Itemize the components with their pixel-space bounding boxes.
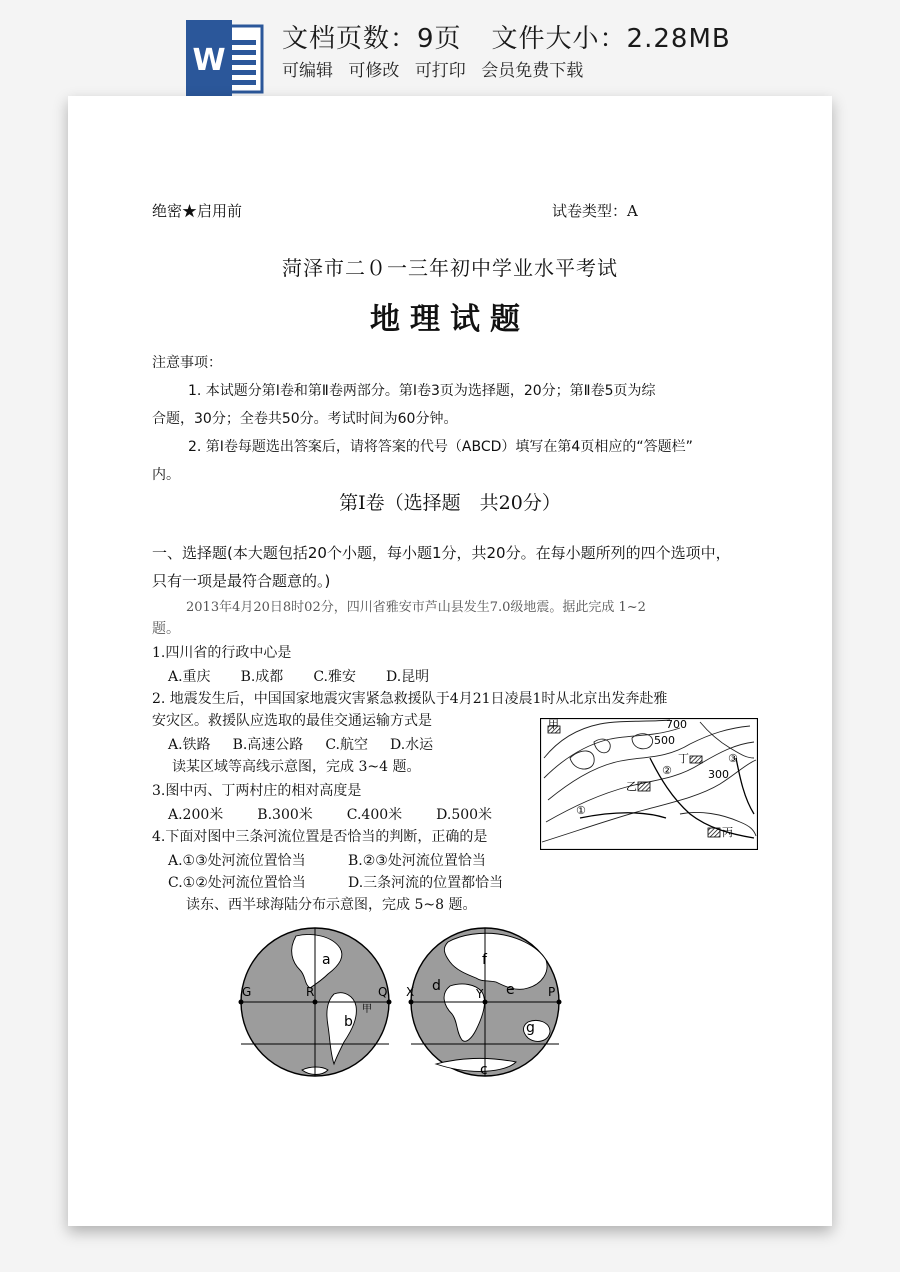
contour-700-label: 700 [666, 718, 687, 731]
paper-type: 试卷类型：A [552, 202, 638, 220]
feature-member-download[interactable]: 会员免费下载 [481, 61, 584, 81]
question-intro-cont: 题。 [152, 621, 180, 637]
continent-f-label: f [482, 952, 487, 968]
confidential-mark: 绝密★启用前 [152, 202, 243, 220]
page-count: 文档页数：9页 [282, 24, 462, 54]
word-doc-icon [186, 20, 266, 98]
option: A.重庆 [168, 669, 211, 685]
continent-a-label: a [322, 952, 331, 968]
hemisphere-map-figure [236, 922, 564, 1084]
option: C.①②处河流位置恰当 [168, 875, 306, 891]
question-3: 3.图中丙、丁两村庄的相对高度是 [152, 783, 362, 799]
banner-title [282, 18, 731, 55]
feature-printable: 可打印 [414, 61, 466, 81]
option: A.铁路 [168, 737, 211, 753]
notice-item-1-cont: 合题，30分；全卷共50分。考试时间为60分钟。 [152, 411, 458, 427]
ocean-e-label: e [506, 982, 515, 998]
point-r-label: R [306, 985, 315, 999]
point-g-label: G [242, 985, 252, 999]
part1-title: 第Ⅰ卷（选择题 共20分） [339, 492, 561, 514]
file-size: 文件大小：2.28MB [491, 24, 731, 54]
subject-title: 地理试题 [370, 302, 530, 337]
question-2-cont: 安灾区。救援队应选取的最佳交通运输方式是 [152, 713, 432, 729]
point-y-label: Y [476, 987, 484, 1001]
section-heading: 一、选择题(本大题包括20个小题，每小题1分，共20分。在每小题所列的四个选项中， [152, 544, 731, 562]
globe-instruction: 读东、西半球海陆分布示意图，完成 5~8 题。 [186, 897, 477, 913]
question-4: 4.下面对图中三条河流位置是否恰当的判断，正确的是 [152, 829, 488, 845]
option: D.三条河流的位置都恰当 [348, 875, 504, 891]
notice-item-2: 2. 第Ⅰ卷每题选出答案后，请将答案的代号（ABCD）填写在第4页相应的“答题栏” [188, 439, 693, 455]
option: B.成都 [240, 669, 284, 685]
question-2-options [168, 734, 455, 754]
contour-instruction: 读某区域等高线示意图，完成 3~4 题。 [172, 759, 421, 775]
continent-b-label: b [344, 1014, 353, 1030]
ocean-d-label: d [432, 978, 441, 994]
option: A.①③处河流位置恰当 [168, 853, 306, 869]
option: B.②③处河流位置恰当 [348, 853, 486, 869]
banner-features [282, 56, 593, 81]
contour-300-label: 300 [708, 768, 729, 781]
contour-500-label: 500 [654, 734, 675, 747]
question-4-options-row2 [168, 872, 503, 892]
word-letter: W [192, 43, 226, 78]
question-1: 1.四川省的行政中心是 [152, 645, 292, 661]
village-jia-label: 甲 [548, 718, 559, 731]
point-p-label: P [548, 985, 556, 999]
option: D.水运 [389, 737, 434, 753]
question-intro: 2013年4月20日8时02分，四川省雅安市芦山县发生7.0级地震。据此完成 1~2 [186, 600, 646, 615]
question-1-options [168, 666, 459, 686]
option: B.300米 [257, 807, 313, 823]
continent-c-label: c [480, 1062, 488, 1078]
question-3-options [168, 804, 526, 824]
point-q-label: Q [378, 985, 388, 999]
option: B.高速公路 [232, 737, 304, 753]
document-page [68, 96, 832, 1226]
feature-editable: 可编辑 [282, 61, 333, 81]
point-x-label: X [406, 985, 415, 999]
notice-heading: 注意事项： [152, 355, 222, 371]
option: C.航空 [325, 737, 368, 753]
location-jia-label: 甲 [362, 1004, 372, 1015]
village-bing-label: 丙 [722, 826, 733, 839]
notice-item-2-cont: 内。 [152, 467, 180, 483]
option: D.昆明 [385, 669, 430, 685]
river-1-label: ① [576, 804, 586, 817]
exam-name: 菏泽市二０一三年初中学业水平考试 [282, 256, 618, 280]
download-banner [0, 0, 900, 96]
continent-g-label: g [526, 1020, 535, 1036]
question-4-options-row1 [168, 850, 486, 870]
contour-map-figure [540, 718, 758, 850]
option: A.200米 [168, 807, 224, 823]
section-heading-cont: 只有一项是最符合题意的。) [152, 572, 331, 590]
notice-item-1: 1. 本试题分第Ⅰ卷和第Ⅱ卷两部分。第Ⅰ卷3页为选择题，20分；第Ⅱ卷5页为综 [188, 383, 656, 399]
option: D.500米 [436, 807, 493, 823]
question-2: 2. 地震发生后，中国国家地震灾害紧急救援队于4月21日凌晨1时从北京出发奔赴雅 [152, 691, 668, 707]
village-ding-label: 丁 [678, 752, 689, 765]
feature-modifiable: 可修改 [348, 61, 400, 81]
option: C.雅安 [313, 669, 356, 685]
village-yi-label: 乙 [626, 780, 637, 793]
option: C.400米 [346, 807, 403, 823]
river-2-label: ② [662, 764, 672, 777]
river-3-label: ③ [728, 752, 738, 765]
